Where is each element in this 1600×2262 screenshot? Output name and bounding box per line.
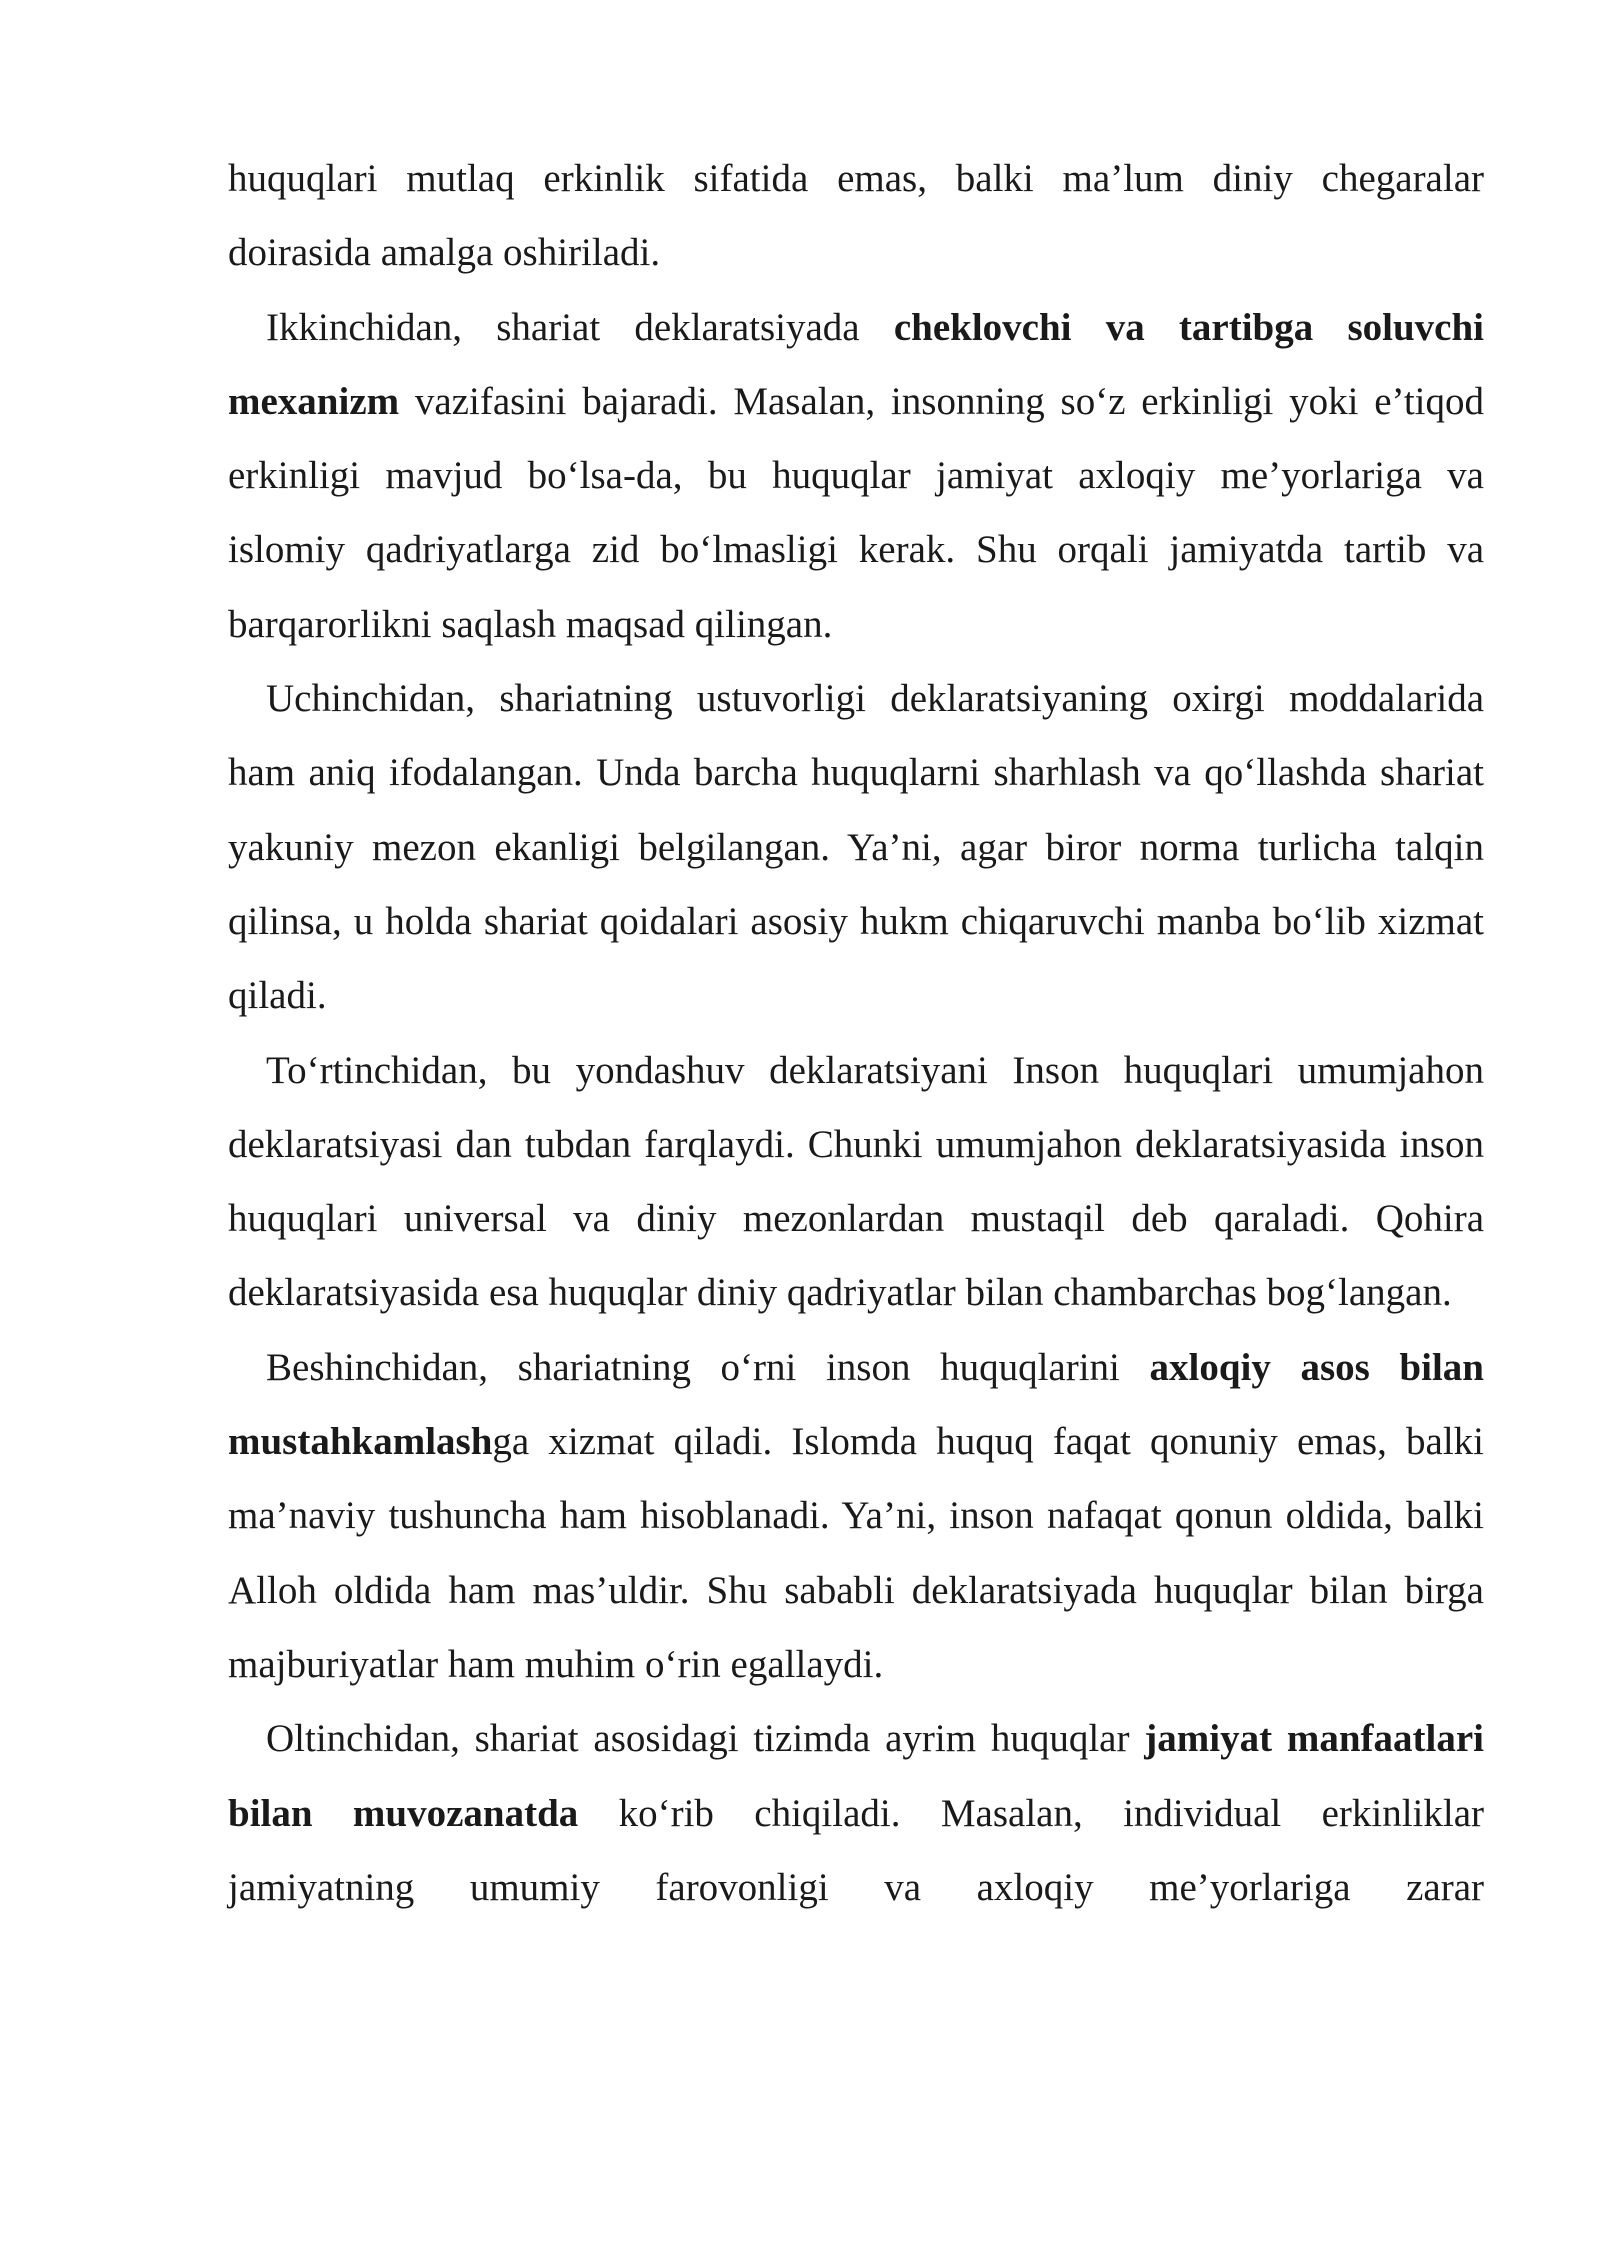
bold-phrase: axloqiy asos bilan mustahkamlash bbox=[228, 1345, 1484, 1464]
paragraph-text: ko‘rib chiqiladi. Masalan, individual erkinliklar jamiyatning umumiy farovonligi va axloqiy me’yorlariga zarar bbox=[228, 1791, 1485, 1909]
paragraph-text: Uchinchidan, shariatning ustuvorligi deklaratsiyaning oxirgi moddalarida ham aniq ifodalangan. Unda barcha huquqlarni sharhlash va qo‘llashda shariat yakuniy mezon ekanligi belgilangan. Ya’ni, agar biror norma turlicha talqin qilinsa, u holda shariat qoidalari asosiy hukm chiqaruvchi manba bo‘lib xizmat qiladi. bbox=[228, 677, 1484, 1018]
paragraph-text: ga xizmat qiladi. Islomda huquq faqat qonuniy emas, balki ma’naviy tushuncha ham hisoblanadi. Ya’ni, inson nafaqat qonun oldida, balki Alloh oldida ham mas’uldir. Shu sababli deklaratsiyada huquqlar bilan birga majburiyatlar ham muhim o‘rin egallaydi. bbox=[228, 1420, 1484, 1686]
paragraph-text: Ikkinchidan, shariat deklaratsiyada bbox=[266, 305, 894, 349]
bold-phrase: cheklovchi va tartibga soluvchi mexanizm bbox=[228, 305, 1484, 423]
paragraph-uchinchidan bbox=[228, 662, 1484, 1033]
paragraph-text: vazifasini bajaradi. Masalan, insonning so‘z erkinligi yoki e’tiqod erkinligi mavjud bo‘lsa-da, bu huquqlar jamiyat axloqiy me’yorlariga va islomiy qadriyatlarga zid bo‘lmasligi kerak. Shu orqali jamiyatda tartib va barqarorlikni saqlash maqsad qilingan. bbox=[228, 379, 1484, 646]
paragraph-beshinchidan bbox=[228, 1331, 1484, 1702]
paragraph-text: huquqlari mutlaq erkinlik sifatida emas, balki ma’lum diniy chegaralar doirasida amalga oshiriladi. bbox=[228, 157, 1484, 275]
paragraph-text: To‘rtinchidan, bu yondashuv deklaratsiyani Inson huquqlari umumjahon deklaratsiyasi dan tubdan farqlaydi. Chunki umumjahon deklaratsiyasida inson huquqlari universal va diniy mezonlardan mustaqil deb qaraladi. Qohira deklaratsiyasida esa huquqlar diniy qadriyatlar bilan chambarchas bog‘langan. bbox=[228, 1048, 1484, 1315]
paragraph-text: Beshinchidan, shariatning o‘rni inson huquqlarini bbox=[266, 1345, 1150, 1389]
paragraph-oltinchidan bbox=[228, 1702, 1484, 1925]
bold-phrase: jamiyat manfaatlari bilan muvozanatda bbox=[228, 1717, 1484, 1835]
paragraph-tortinchidan bbox=[228, 1034, 1484, 1331]
body-text bbox=[228, 142, 1484, 1925]
paragraph-continuation bbox=[228, 142, 1484, 291]
paragraph-text: Oltinchidan, shariat asosidagi tizimda ayrim huquqlar bbox=[266, 1717, 1145, 1761]
paragraph-ikkinchidan bbox=[228, 291, 1484, 662]
